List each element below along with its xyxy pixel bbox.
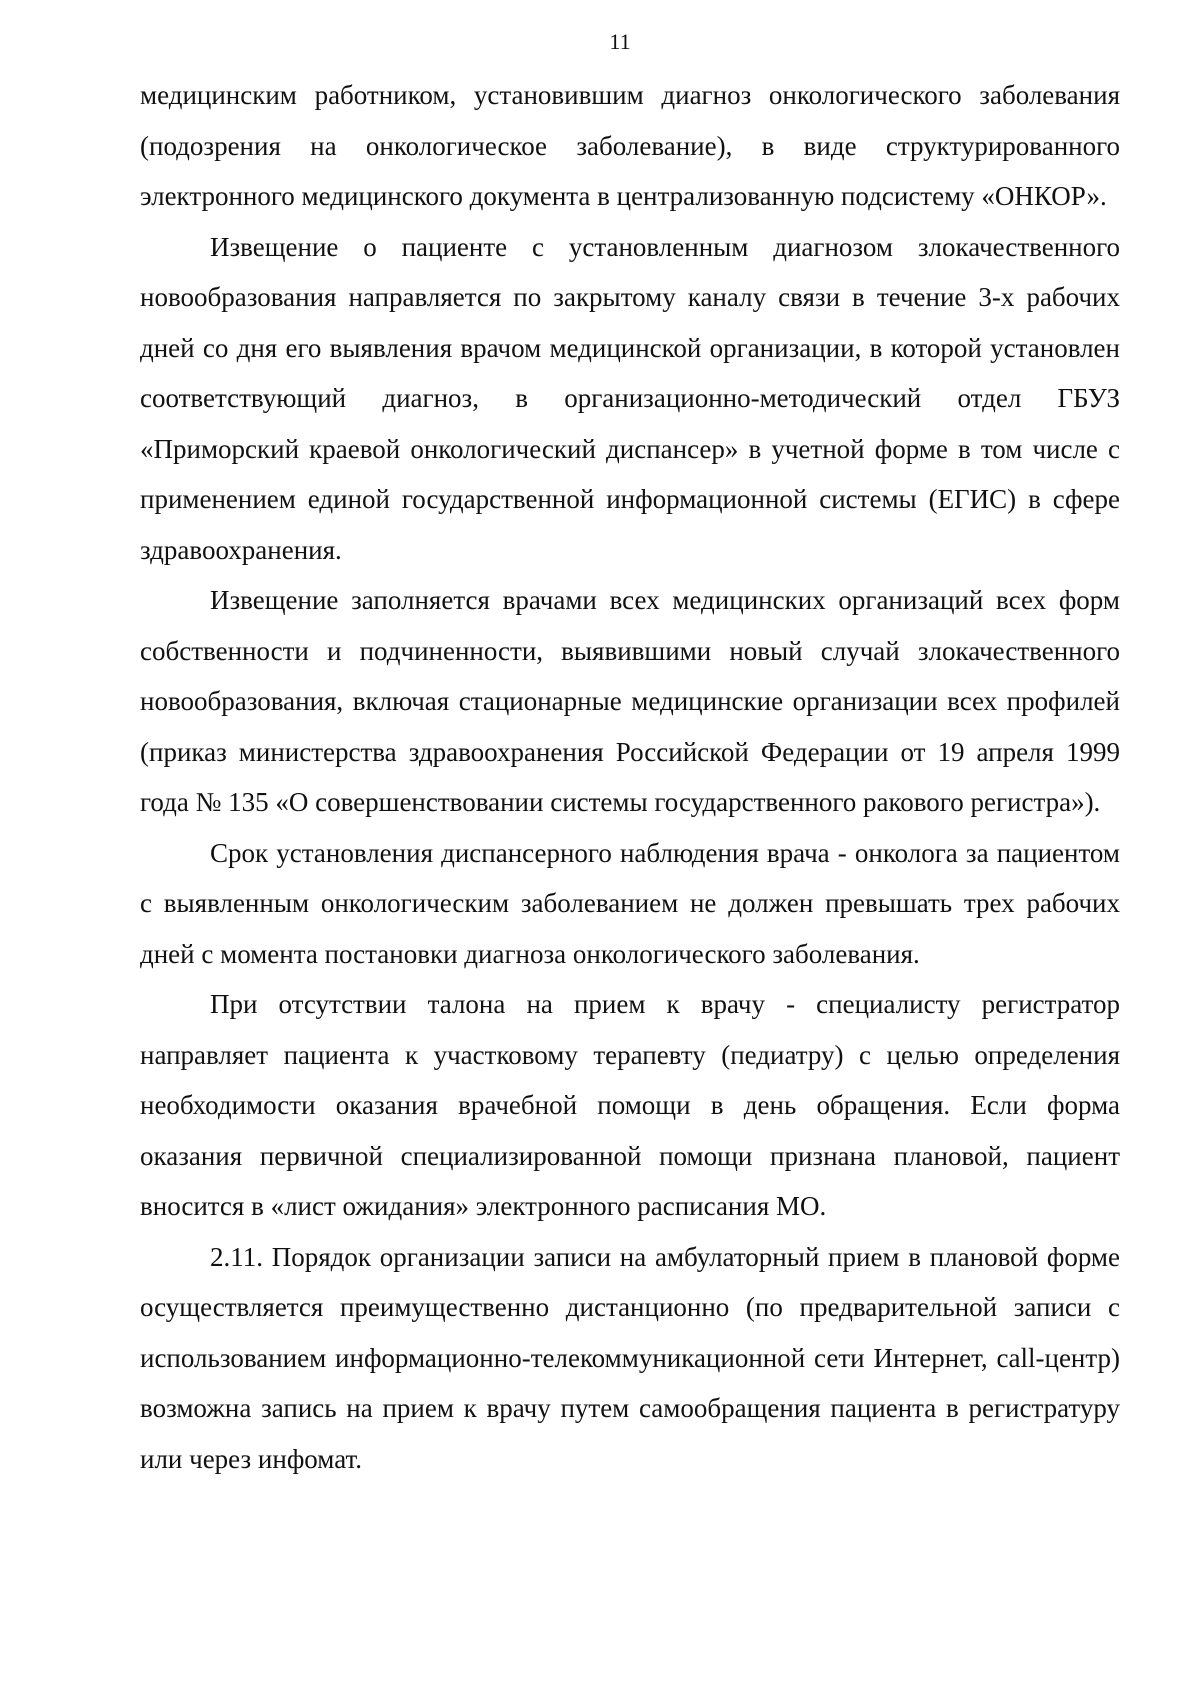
document-body — [140, 70, 1120, 1484]
page-number: 11 — [609, 29, 631, 54]
paragraph-dispensary-term: Срок установления диспансерного наблюдения врача - онколога за пациентом с выявленным онкологическим заболеванием не должен превышать трех рабочих дней с момента постановки диагноза онкологического заболевания. — [140, 837, 1120, 969]
paragraph-no-ticket: При отсутствии талона на прием к врачу - специалисту регистратор направляет пациента к участковому терапевту (педиатру) с целью определения необходимости оказания врачебной помощи в день обращения. Если форма оказания первичной специализированной помощи признана плановой, пациент вносится в «лист ожидания» электронного расписания МО. — [140, 989, 1120, 1221]
paragraph-continuation: медицинским работником, установившим диагноз онкологического заболевания (подозрения на онкологическое заболевание), в виде структурированного электронного медицинского документа в централизованную подсистему «ОНКОР». — [140, 80, 1120, 211]
paragraph-notification-filling: Извещение заполняется врачами всех медицинских организаций всех форм собственности и подчиненности, выявившими новый случай злокачественного новообразования, включая стационарные медицинские организации всех профилей (приказ министерства здравоохранения Российской Федерации от 19 апреля 1999 года № 135 «О совершенствовании системы государственного ракового регистра»). — [140, 585, 1120, 817]
paragraph-notification-procedure: Извещение о пациенте с установленным диагнозом злокачественного новообразования направляется по закрытому каналу связи в течение 3-х рабочих дней со дня его выявления врачом медицинской организации, в которой установлен соответствующий диагноз, в организационно-методический отдел ГБУЗ «Приморский краевой онкологический диспансер» в учетной форме в том числе с применением единой государственной информационной системы (ЕГИС) в сфере здравоохранения. — [140, 231, 1120, 565]
paragraph-section-2-11: 2.11. Порядок организации записи на амбулаторный прием в плановой форме осуществляется преимущественно дистанционно (по предварительной записи с использованием информационно-телекоммуникационной сети Интернет, call-центр) возможна запись на прием к врачу путем самообращения пациента в регистратуру или через инфомат. — [140, 1241, 1120, 1474]
